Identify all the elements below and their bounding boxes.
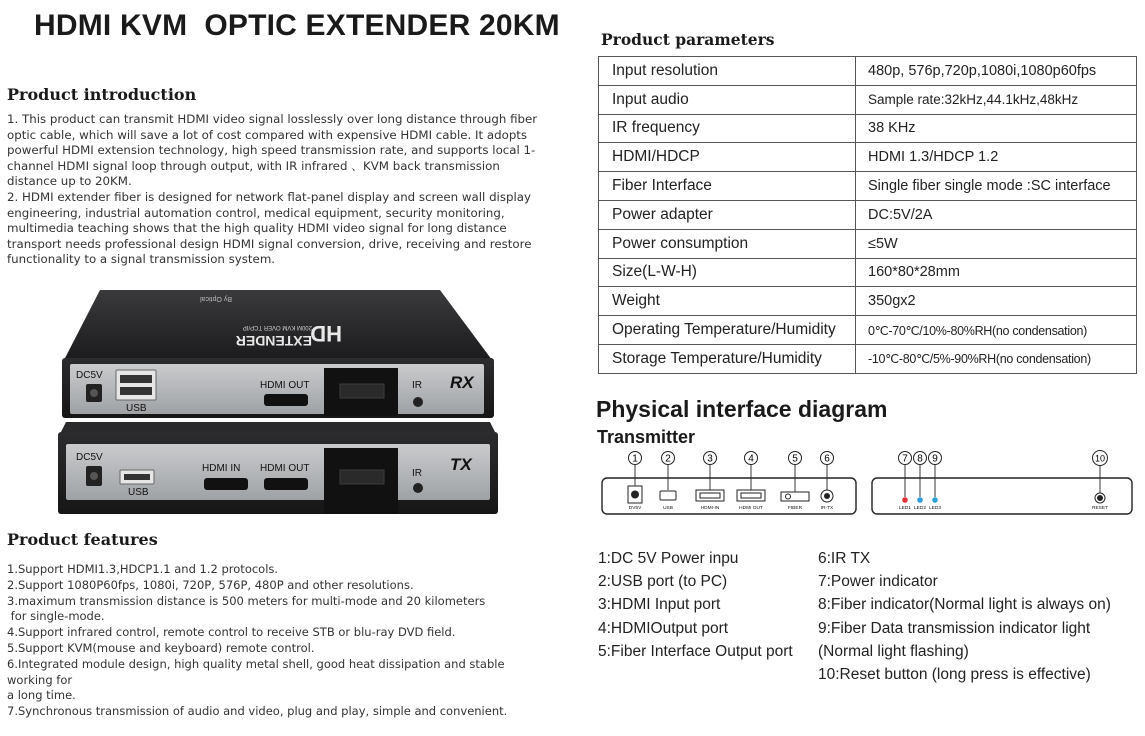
feature-item: a long time. xyxy=(7,688,76,703)
tx-usb-label: USB xyxy=(128,487,149,498)
tx-fiber-port xyxy=(340,470,384,484)
svg-text:9: 9 xyxy=(932,453,938,465)
rx-fiber-port xyxy=(340,384,384,398)
intro-paragraph: 2. HDMI extender fiber is designed for network flat-panel display and screen wall display engineering, industrial automation control, medical equipment, security monitoring, multimedia teaching shows that the high quality HDMI video signal for long distance transport needs professional design HDMI signal conversion, drive, receiving and restore functionality to a signal transmission system. xyxy=(7,189,532,267)
param-value: Single fiber single mode :SC interface xyxy=(856,172,1137,201)
legend-item: 1:DC 5V Power inpu xyxy=(598,550,739,567)
transmitter-heading: Transmitter xyxy=(597,427,696,447)
param-key: Power adapter xyxy=(599,200,856,229)
table-row xyxy=(599,143,1137,172)
top-logo-sub: 200M KVM OVER TCP/IP xyxy=(242,324,312,330)
physical-heading: Physical interface diagram xyxy=(596,396,888,422)
interface-diagram xyxy=(598,448,1138,520)
svg-text:6: 6 xyxy=(824,453,830,465)
port-number-9 xyxy=(929,452,942,465)
extender-devices-image xyxy=(52,284,512,524)
table-row xyxy=(599,287,1137,316)
svg-text:8: 8 xyxy=(917,453,923,465)
rx-usb-slot-1 xyxy=(120,375,152,383)
legend-item: 2:USB port (to PC) xyxy=(598,573,728,591)
param-value: 480p, 576p,720p,1080i,1080p60fps xyxy=(856,57,1137,86)
reset-button xyxy=(1095,493,1105,503)
led2-indicator xyxy=(917,497,923,503)
hdmi-in-port xyxy=(696,490,724,501)
param-key: Fiber Interface xyxy=(599,172,856,201)
port-label: RESET xyxy=(1092,506,1108,511)
tx-hdmi-out-port xyxy=(264,478,308,490)
param-value: Sample rate:32kHz,44.1kHz,48kHz xyxy=(856,85,1137,114)
rx-usb-slot-2 xyxy=(120,387,152,395)
rx-dc-label: DC5V xyxy=(76,370,103,381)
svg-text:4: 4 xyxy=(748,453,754,465)
port-label: DV5V xyxy=(628,506,642,511)
port-number-2 xyxy=(662,452,675,465)
params-heading: Product parameters xyxy=(601,30,775,49)
feature-item: 6.Integrated module design, high quality metal shell, good heat dissipation and stable working for xyxy=(7,656,505,687)
feature-item: 7.Synchronous transmission of audio and video, plug and play, simple and convenient. xyxy=(7,704,508,719)
legend-item: 7:Power indicator xyxy=(818,573,938,591)
table-row xyxy=(599,258,1137,287)
intro-heading: Product introduction xyxy=(7,85,197,104)
tx-hdmi-in-label: HDMI IN xyxy=(202,463,241,474)
intro-paragraph: 1. This product can transmit HDMI video signal losslessly over long distance through fiber optic cable, which will save a lot of cost compared with expensive HDMI cable. It adopts powerful HDMI extension technology, high speed transmission rate, and supports local 1-channel HDMI signal loop through output, with IR infrared 、KVM back transmission distance up to 20KM. xyxy=(7,112,538,189)
port-label: LED1 xyxy=(899,506,911,511)
ir-tx-port xyxy=(821,490,833,502)
feature-item: 1.Support HDMI1.3,HDCP1.1 and 1.2 protocols. xyxy=(7,562,279,576)
port-label: LED3 xyxy=(929,506,941,511)
params-table xyxy=(598,56,1137,374)
legend-item: 9:Fiber Data transmission indicator light xyxy=(818,619,1091,637)
feature-item: 2.Support 1080P60fps, 1080i, 720P, 576P, 480P and other resolutions. xyxy=(7,577,414,592)
hdmi-out-port xyxy=(737,490,765,501)
feature-item: 3.maximum transmission distance is 500 meters for multi-mode and 20 kilometers xyxy=(7,593,486,608)
top-logo-by: By Optical xyxy=(200,295,232,302)
port-number-5 xyxy=(789,452,802,465)
port-number-4 xyxy=(745,452,758,465)
table-row xyxy=(599,172,1137,201)
features-heading: Product features xyxy=(7,530,158,549)
feature-item: 4.Support infrared control, remote control to receive STB or blu-ray DVD field. xyxy=(7,625,456,640)
tx-ir-sensor xyxy=(413,483,423,493)
svg-text:3: 3 xyxy=(707,453,713,465)
intro-text xyxy=(7,112,547,268)
led1-indicator xyxy=(902,497,908,503)
legend-item: 4:HDMIOutput port xyxy=(598,619,729,637)
legend-item: 8:Fiber indicator(Normal light is always on) xyxy=(818,596,1111,614)
rx-usb-label: USB xyxy=(126,403,147,414)
tx-usb-slot xyxy=(124,474,150,480)
svg-text:7: 7 xyxy=(902,453,908,465)
port-label: HDMI-IN xyxy=(700,506,720,511)
param-key: Input resolution xyxy=(599,57,856,86)
port-number-3 xyxy=(704,452,717,465)
table-row xyxy=(599,85,1137,114)
param-value: 350gx2 xyxy=(856,287,1137,316)
param-key: Storage Temperature/Humidity xyxy=(599,344,856,373)
table-row xyxy=(599,229,1137,258)
tx-ir-label: IR xyxy=(412,468,422,479)
tx-hdmi-out-label: HDMI OUT xyxy=(260,463,310,474)
svg-text:10: 10 xyxy=(1094,453,1106,464)
fiber-port xyxy=(781,492,809,501)
param-key: Operating Temperature/Humidity xyxy=(599,316,856,345)
param-key: Weight xyxy=(599,287,856,316)
features-list xyxy=(7,562,552,720)
tx-label: TX xyxy=(450,455,472,474)
rx-usb-port xyxy=(116,370,156,400)
param-value: 38 KHz xyxy=(856,114,1137,143)
port-label: USB xyxy=(663,506,673,511)
param-key: HDMI/HDCP xyxy=(599,143,856,172)
param-key: Power consumption xyxy=(599,229,856,258)
usb-port xyxy=(660,491,676,500)
legend-item: (Normal light flashing) xyxy=(818,642,969,660)
feature-item: for single-mode. xyxy=(7,609,105,624)
param-value: HDMI 1.3/HDCP 1.2 xyxy=(856,143,1137,172)
param-value: -10℃-80℃/5%-90%RH(no condensation) xyxy=(856,344,1137,373)
port-label: IR-TX xyxy=(820,506,834,511)
rx-dc-jack-hole xyxy=(90,389,98,397)
table-row xyxy=(599,316,1137,345)
led3-indicator xyxy=(932,497,938,503)
param-value: 160*80*28mm xyxy=(856,258,1137,287)
tx-hdmi-in-port xyxy=(204,478,248,490)
param-value: 0℃-70℃/10%-80%RH(no condensation) xyxy=(856,316,1137,345)
rx-hdmi-out-label: HDMI OUT xyxy=(260,380,310,391)
legend-item: 10:Reset button (long press is effective) xyxy=(818,666,1091,684)
port-label: HDMI OUT xyxy=(739,506,763,511)
port-label: FIBER xyxy=(787,506,803,511)
svg-text:2: 2 xyxy=(665,453,671,465)
param-key: IR frequency xyxy=(599,114,856,143)
top-logo-extender: EXTENDER xyxy=(235,333,312,349)
port-number-8 xyxy=(914,452,927,465)
rx-hdmi-out-port xyxy=(264,394,308,406)
tx-dc-jack-hole xyxy=(90,472,98,480)
port-number-10 xyxy=(1093,451,1108,466)
port-number-7 xyxy=(899,452,912,465)
port-number-6 xyxy=(821,452,834,465)
table-row xyxy=(599,57,1137,86)
param-key: Size(L-W-H) xyxy=(599,258,856,287)
port-label: LED2 xyxy=(914,506,926,511)
dc-power-port xyxy=(628,486,642,503)
table-row xyxy=(599,200,1137,229)
param-value: DC:5V/2A xyxy=(856,200,1137,229)
legend-right xyxy=(818,547,1111,686)
rx-label: RX xyxy=(450,373,474,392)
param-value: ≤5W xyxy=(856,229,1137,258)
page-title: HDMI KVM OPTIC EXTENDER 20KM xyxy=(34,9,560,42)
top-logo-hd: HD xyxy=(310,321,342,346)
table-row xyxy=(599,114,1137,143)
param-key: Input audio xyxy=(599,85,856,114)
legend-left xyxy=(598,547,793,663)
feature-item: 5.Support KVM(mouse and keyboard) remote control. xyxy=(7,640,315,655)
rx-ir-sensor xyxy=(413,397,423,407)
svg-text:1: 1 xyxy=(632,453,638,465)
table-row xyxy=(599,344,1137,373)
legend-item: 3:HDMI Input port xyxy=(598,596,721,614)
legend-item: 5:Fiber Interface Output port xyxy=(598,642,793,660)
port-number-1 xyxy=(629,452,642,465)
legend-item: 6:IR TX xyxy=(818,550,871,567)
tx-dc-label: DC5V xyxy=(76,452,103,463)
rx-ir-label: IR xyxy=(412,380,422,391)
svg-text:5: 5 xyxy=(792,453,798,465)
